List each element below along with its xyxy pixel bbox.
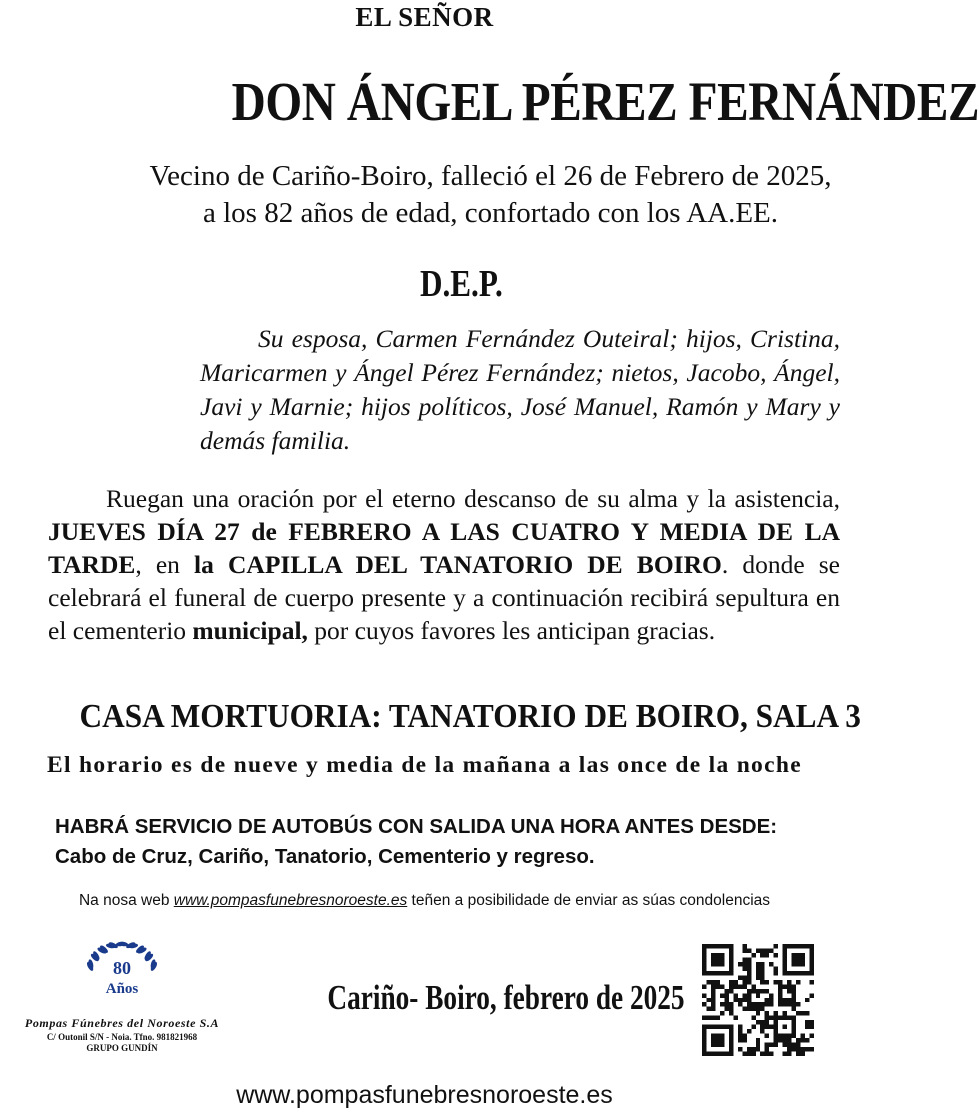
logo-years: 80: [113, 958, 131, 978]
request-cemetery: municipal,: [192, 616, 308, 645]
company-logo: [14, 938, 230, 1068]
place-date: Cariño- Boiro, febrero de 2025: [327, 978, 685, 1017]
death-notice: [0, 158, 849, 232]
logo-years-label: Años: [105, 981, 139, 997]
request-paragraph: [48, 482, 840, 647]
header-title: EL SEÑOR: [355, 2, 494, 32]
death-notice-line2: a los 82 años de edad, confortado con los AA.EE.: [202, 197, 779, 229]
dep-label: D.E.P.: [419, 263, 503, 305]
request-text-4: por cuyos favores les anticipan gracias.: [307, 616, 716, 645]
laurel-wreath-icon: [74, 938, 170, 1016]
bus-service-line2: Cabo de Cruz, Cariño, Tanatorio, Cementerio y regreso.: [55, 845, 595, 868]
web-text-post: teñen a posibilidade de enviar as súas condolencias: [407, 892, 771, 909]
request-text-1: Ruegan una oración por el eterno descanso de su alma y la asistencia,: [106, 484, 840, 513]
logo-company-name: Pompas Fúnebres del Noroeste S.A: [24, 1016, 220, 1030]
death-notice-line1: Vecino de Cariño-Boiro, falleció el 26 de Febrero de 2025,: [149, 160, 832, 192]
web-text-pre: Na nosa web: [78, 892, 174, 909]
family-paragraph: Su esposa, Carmen Fernández Outeiral; hijos, Cristina, Maricarmen y Ángel Pérez Fernández; nietos, Jacobo, Ángel, Javi y Marnie; hijos políticos, José Manuel, Ramón y Mary y demás familia.: [200, 324, 840, 455]
request-text-3: . donde se celebrará el funeral de cuerpo presente y a continuación recibirá sepultura en el cementerio: [48, 550, 840, 645]
bus-service-line1: HABRÁ SERVICIO DE AUTOBÚS CON SALIDA UNA HORA ANTES DESDE:: [55, 815, 778, 838]
logo-address: C/ Outonil S/N - Noia. Tfno. 981821968: [46, 1032, 198, 1042]
request-datetime: JUEVES DÍA 27 de FEBRERO A LAS CUATRO Y MEDIA DE LA TARDE: [48, 517, 840, 579]
qr-code-icon[interactable]: [702, 944, 814, 1056]
footer-website[interactable]: www.pompasfunebresnoroeste.es: [236, 1081, 613, 1109]
bus-service: [55, 812, 855, 872]
condolences-note: [0, 892, 849, 910]
casa-mortuoria: CASA MORTUORIA: TANATORIO DE BOIRO, SALA 3: [79, 698, 861, 735]
opening-hours: El horario es de nueve y media de la mañana a las once de la noche: [47, 752, 802, 778]
request-text-2: , en: [135, 550, 195, 579]
request-venue: la CAPILLA DEL TANATORIO DE BOIRO: [194, 550, 722, 579]
deceased-name: DON ÁNGEL PÉREZ FERNÁNDEZ: [231, 71, 979, 132]
web-link[interactable]: www.pompasfunebresnoroeste.es: [173, 892, 408, 909]
logo-group: GRUPO GUNDÍN: [86, 1043, 158, 1053]
